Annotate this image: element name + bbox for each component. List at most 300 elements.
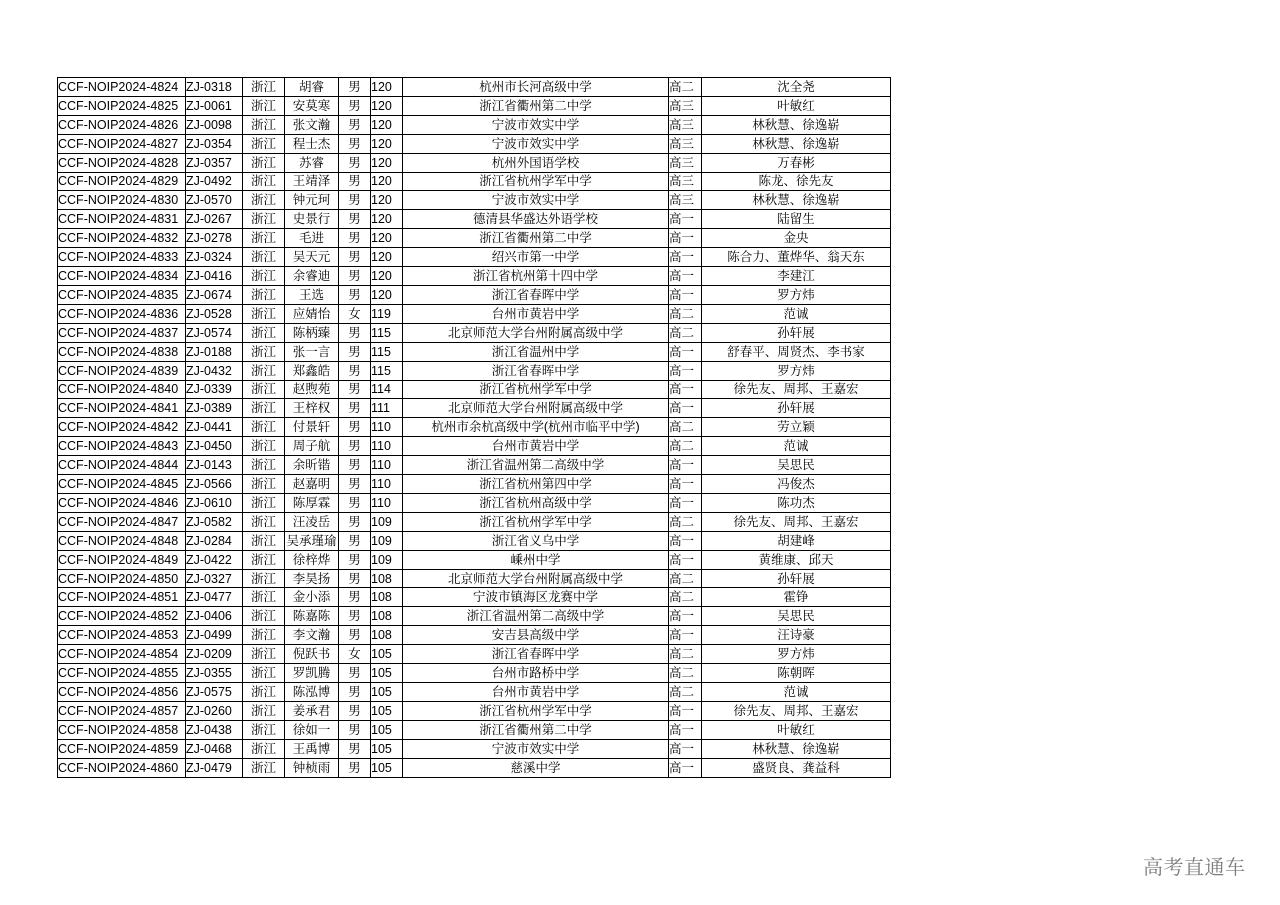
cell-gender: 男 <box>339 399 371 418</box>
cell-school: 浙江省春晖中学 <box>403 645 669 664</box>
cell-grade: 高一 <box>669 626 702 645</box>
cell-school: 安吉县高级中学 <box>403 626 669 645</box>
cell-exam-code: ZJ-0098 <box>186 115 243 134</box>
cell-exam-code: ZJ-0479 <box>186 758 243 777</box>
table-row <box>58 361 891 380</box>
table-row <box>58 115 891 134</box>
cell-score: 108 <box>371 588 403 607</box>
cell-gender: 男 <box>339 437 371 456</box>
cell-school: 浙江省温州第二高级中学 <box>403 456 669 475</box>
cell-gender: 男 <box>339 664 371 683</box>
cell-school: 杭州外国语学校 <box>403 153 669 172</box>
table-row <box>58 437 891 456</box>
cell-score: 120 <box>371 115 403 134</box>
cell-name: 余睿迪 <box>285 267 339 286</box>
cell-province: 浙江 <box>243 531 285 550</box>
table-row <box>58 475 891 494</box>
cell-school: 杭州市长河高级中学 <box>403 78 669 97</box>
cell-school: 台州市黄岩中学 <box>403 437 669 456</box>
cell-province: 浙江 <box>243 267 285 286</box>
cell-name: 张文瀚 <box>285 115 339 134</box>
cell-school: 嵊州中学 <box>403 550 669 569</box>
cell-contestant-id: CCF-NOIP2024-4856 <box>58 683 186 702</box>
cell-gender: 男 <box>339 418 371 437</box>
cell-school: 北京师范大学台州附属高级中学 <box>403 399 669 418</box>
cell-school: 宁波市效实中学 <box>403 739 669 758</box>
cell-name: 付景轩 <box>285 418 339 437</box>
cell-exam-code: ZJ-0492 <box>186 172 243 191</box>
cell-grade: 高二 <box>669 78 702 97</box>
table-body <box>58 78 891 778</box>
cell-exam-code: ZJ-0570 <box>186 191 243 210</box>
cell-coach: 林秋慧、徐逸崭 <box>702 134 891 153</box>
table-row <box>58 267 891 286</box>
cell-gender: 男 <box>339 191 371 210</box>
table-row <box>58 229 891 248</box>
cell-gender: 男 <box>339 172 371 191</box>
cell-grade: 高一 <box>669 399 702 418</box>
table-row <box>58 304 891 323</box>
cell-exam-code: ZJ-0432 <box>186 361 243 380</box>
cell-grade: 高三 <box>669 191 702 210</box>
cell-school: 台州市路桥中学 <box>403 664 669 683</box>
cell-name: 王禹博 <box>285 739 339 758</box>
cell-grade: 高三 <box>669 115 702 134</box>
cell-contestant-id: CCF-NOIP2024-4835 <box>58 285 186 304</box>
cell-exam-code: ZJ-0318 <box>186 78 243 97</box>
table-row <box>58 380 891 399</box>
cell-name: 李文瀚 <box>285 626 339 645</box>
cell-gender: 男 <box>339 531 371 550</box>
cell-coach: 叶敏红 <box>702 720 891 739</box>
cell-coach: 黄维康、邱天 <box>702 550 891 569</box>
cell-exam-code: ZJ-0575 <box>186 683 243 702</box>
cell-province: 浙江 <box>243 739 285 758</box>
cell-province: 浙江 <box>243 285 285 304</box>
cell-contestant-id: CCF-NOIP2024-4828 <box>58 153 186 172</box>
cell-province: 浙江 <box>243 342 285 361</box>
cell-contestant-id: CCF-NOIP2024-4833 <box>58 248 186 267</box>
cell-score: 114 <box>371 380 403 399</box>
cell-score: 115 <box>371 342 403 361</box>
cell-grade: 高一 <box>669 380 702 399</box>
cell-contestant-id: CCF-NOIP2024-4850 <box>58 569 186 588</box>
cell-score: 120 <box>371 210 403 229</box>
cell-gender: 男 <box>339 380 371 399</box>
cell-school: 宁波市效实中学 <box>403 134 669 153</box>
cell-coach: 徐先友、周邦、王嘉宏 <box>702 512 891 531</box>
cell-score: 110 <box>371 493 403 512</box>
cell-school: 北京师范大学台州附属高级中学 <box>403 323 669 342</box>
cell-province: 浙江 <box>243 588 285 607</box>
table-row <box>58 96 891 115</box>
cell-contestant-id: CCF-NOIP2024-4832 <box>58 229 186 248</box>
cell-score: 110 <box>371 418 403 437</box>
cell-grade: 高一 <box>669 361 702 380</box>
table-row <box>58 248 891 267</box>
cell-school: 浙江省衢州第二中学 <box>403 229 669 248</box>
cell-name: 汪凌岳 <box>285 512 339 531</box>
cell-contestant-id: CCF-NOIP2024-4853 <box>58 626 186 645</box>
cell-contestant-id: CCF-NOIP2024-4834 <box>58 267 186 286</box>
cell-coach: 陆留生 <box>702 210 891 229</box>
cell-grade: 高一 <box>669 210 702 229</box>
table-row <box>58 569 891 588</box>
cell-contestant-id: CCF-NOIP2024-4825 <box>58 96 186 115</box>
cell-exam-code: ZJ-0188 <box>186 342 243 361</box>
cell-gender: 女 <box>339 645 371 664</box>
cell-province: 浙江 <box>243 720 285 739</box>
cell-grade: 高一 <box>669 248 702 267</box>
cell-school: 绍兴市第一中学 <box>403 248 669 267</box>
cell-gender: 男 <box>339 607 371 626</box>
cell-gender: 男 <box>339 229 371 248</box>
cell-coach: 陈功杰 <box>702 493 891 512</box>
cell-gender: 男 <box>339 210 371 229</box>
cell-score: 110 <box>371 456 403 475</box>
cell-coach: 林秋慧、徐逸崭 <box>702 191 891 210</box>
cell-grade: 高三 <box>669 153 702 172</box>
cell-gender: 男 <box>339 588 371 607</box>
cell-score: 119 <box>371 304 403 323</box>
cell-province: 浙江 <box>243 493 285 512</box>
cell-exam-code: ZJ-0450 <box>186 437 243 456</box>
cell-exam-code: ZJ-0416 <box>186 267 243 286</box>
table-row <box>58 739 891 758</box>
cell-score: 115 <box>371 361 403 380</box>
cell-coach: 孙轩展 <box>702 323 891 342</box>
cell-gender: 男 <box>339 134 371 153</box>
cell-gender: 男 <box>339 78 371 97</box>
cell-coach: 舒春平、周贤杰、李书家 <box>702 342 891 361</box>
cell-contestant-id: CCF-NOIP2024-4824 <box>58 78 186 97</box>
cell-school: 浙江省杭州高级中学 <box>403 493 669 512</box>
cell-school: 浙江省衢州第二中学 <box>403 96 669 115</box>
results-sheet <box>57 77 890 778</box>
cell-grade: 高一 <box>669 475 702 494</box>
cell-grade: 高二 <box>669 437 702 456</box>
cell-school: 浙江省温州第二高级中学 <box>403 607 669 626</box>
table-row <box>58 153 891 172</box>
cell-score: 110 <box>371 475 403 494</box>
cell-grade: 高一 <box>669 285 702 304</box>
cell-contestant-id: CCF-NOIP2024-4845 <box>58 475 186 494</box>
cell-coach: 盛贤良、龚益科 <box>702 758 891 777</box>
cell-coach: 孙轩展 <box>702 399 891 418</box>
cell-coach: 陈朝晖 <box>702 664 891 683</box>
cell-exam-code: ZJ-0284 <box>186 531 243 550</box>
cell-contestant-id: CCF-NOIP2024-4840 <box>58 380 186 399</box>
cell-exam-code: ZJ-0354 <box>186 134 243 153</box>
cell-name: 陈泓博 <box>285 683 339 702</box>
cell-coach: 陈合力、董烨华、翁天东 <box>702 248 891 267</box>
table-row <box>58 683 891 702</box>
cell-coach: 吴思民 <box>702 607 891 626</box>
cell-school: 北京师范大学台州附属高级中学 <box>403 569 669 588</box>
cell-score: 115 <box>371 323 403 342</box>
cell-school: 浙江省杭州第四中学 <box>403 475 669 494</box>
cell-score: 120 <box>371 267 403 286</box>
cell-grade: 高二 <box>669 664 702 683</box>
cell-province: 浙江 <box>243 475 285 494</box>
cell-name: 徐如一 <box>285 720 339 739</box>
cell-exam-code: ZJ-0267 <box>186 210 243 229</box>
cell-exam-code: ZJ-0422 <box>186 550 243 569</box>
cell-coach: 汪诗豪 <box>702 626 891 645</box>
cell-score: 108 <box>371 569 403 588</box>
cell-exam-code: ZJ-0357 <box>186 153 243 172</box>
cell-exam-code: ZJ-0324 <box>186 248 243 267</box>
cell-name: 李昊扬 <box>285 569 339 588</box>
cell-province: 浙江 <box>243 210 285 229</box>
cell-contestant-id: CCF-NOIP2024-4846 <box>58 493 186 512</box>
cell-score: 110 <box>371 437 403 456</box>
cell-contestant-id: CCF-NOIP2024-4849 <box>58 550 186 569</box>
cell-contestant-id: CCF-NOIP2024-4838 <box>58 342 186 361</box>
cell-name: 吴天元 <box>285 248 339 267</box>
cell-score: 120 <box>371 248 403 267</box>
cell-gender: 男 <box>339 267 371 286</box>
cell-name: 胡睿 <box>285 78 339 97</box>
cell-grade: 高一 <box>669 267 702 286</box>
cell-score: 105 <box>371 664 403 683</box>
cell-province: 浙江 <box>243 229 285 248</box>
cell-score: 120 <box>371 96 403 115</box>
cell-name: 金小添 <box>285 588 339 607</box>
cell-coach: 吴思民 <box>702 456 891 475</box>
cell-contestant-id: CCF-NOIP2024-4852 <box>58 607 186 626</box>
cell-coach: 陈龙、徐先友 <box>702 172 891 191</box>
table-row <box>58 645 891 664</box>
cell-province: 浙江 <box>243 191 285 210</box>
cell-province: 浙江 <box>243 758 285 777</box>
watermark-text: 高考直通车 <box>1143 855 1246 879</box>
cell-name: 赵嘉明 <box>285 475 339 494</box>
cell-school: 浙江省杭州学军中学 <box>403 701 669 720</box>
cell-exam-code: ZJ-0499 <box>186 626 243 645</box>
cell-score: 120 <box>371 134 403 153</box>
cell-gender: 男 <box>339 758 371 777</box>
cell-score: 109 <box>371 550 403 569</box>
table-row <box>58 626 891 645</box>
cell-name: 应婧怡 <box>285 304 339 323</box>
cell-province: 浙江 <box>243 701 285 720</box>
cell-school: 宁波市效实中学 <box>403 191 669 210</box>
cell-exam-code: ZJ-0566 <box>186 475 243 494</box>
cell-contestant-id: CCF-NOIP2024-4830 <box>58 191 186 210</box>
cell-score: 120 <box>371 285 403 304</box>
cell-exam-code: ZJ-0327 <box>186 569 243 588</box>
cell-exam-code: ZJ-0441 <box>186 418 243 437</box>
cell-exam-code: ZJ-0438 <box>186 720 243 739</box>
cell-score: 120 <box>371 229 403 248</box>
cell-province: 浙江 <box>243 153 285 172</box>
results-table <box>57 77 891 778</box>
cell-name: 陈厚霖 <box>285 493 339 512</box>
cell-name: 史景行 <box>285 210 339 229</box>
cell-exam-code: ZJ-0355 <box>186 664 243 683</box>
cell-grade: 高二 <box>669 683 702 702</box>
cell-coach: 林秋慧、徐逸崭 <box>702 739 891 758</box>
cell-province: 浙江 <box>243 664 285 683</box>
cell-score: 105 <box>371 683 403 702</box>
cell-name: 余昕锴 <box>285 456 339 475</box>
cell-gender: 男 <box>339 720 371 739</box>
cell-school: 德清县华盛达外语学校 <box>403 210 669 229</box>
cell-contestant-id: CCF-NOIP2024-4842 <box>58 418 186 437</box>
cell-contestant-id: CCF-NOIP2024-4831 <box>58 210 186 229</box>
cell-gender: 男 <box>339 493 371 512</box>
cell-contestant-id: CCF-NOIP2024-4851 <box>58 588 186 607</box>
table-row <box>58 588 891 607</box>
cell-grade: 高一 <box>669 701 702 720</box>
cell-province: 浙江 <box>243 550 285 569</box>
cell-school: 宁波市效实中学 <box>403 115 669 134</box>
cell-coach: 霍铮 <box>702 588 891 607</box>
table-row <box>58 664 891 683</box>
cell-name: 程士杰 <box>285 134 339 153</box>
cell-score: 108 <box>371 626 403 645</box>
cell-province: 浙江 <box>243 380 285 399</box>
cell-school: 浙江省杭州学军中学 <box>403 512 669 531</box>
cell-score: 105 <box>371 758 403 777</box>
cell-grade: 高二 <box>669 569 702 588</box>
cell-contestant-id: CCF-NOIP2024-4844 <box>58 456 186 475</box>
cell-score: 111 <box>371 399 403 418</box>
cell-contestant-id: CCF-NOIP2024-4836 <box>58 304 186 323</box>
cell-school: 浙江省杭州学军中学 <box>403 380 669 399</box>
cell-name: 安莫寒 <box>285 96 339 115</box>
cell-name: 罗凯腾 <box>285 664 339 683</box>
cell-school: 浙江省义乌中学 <box>403 531 669 550</box>
cell-province: 浙江 <box>243 115 285 134</box>
cell-contestant-id: CCF-NOIP2024-4855 <box>58 664 186 683</box>
table-row <box>58 720 891 739</box>
cell-coach: 李建江 <box>702 267 891 286</box>
cell-grade: 高一 <box>669 342 702 361</box>
cell-contestant-id: CCF-NOIP2024-4848 <box>58 531 186 550</box>
cell-exam-code: ZJ-0260 <box>186 701 243 720</box>
cell-grade: 高三 <box>669 96 702 115</box>
cell-province: 浙江 <box>243 569 285 588</box>
cell-grade: 高二 <box>669 304 702 323</box>
cell-score: 120 <box>371 191 403 210</box>
cell-grade: 高一 <box>669 607 702 626</box>
cell-province: 浙江 <box>243 683 285 702</box>
cell-grade: 高二 <box>669 323 702 342</box>
cell-contestant-id: CCF-NOIP2024-4858 <box>58 720 186 739</box>
cell-coach: 罗方炜 <box>702 285 891 304</box>
cell-province: 浙江 <box>243 399 285 418</box>
cell-province: 浙江 <box>243 418 285 437</box>
table-row <box>58 607 891 626</box>
cell-school: 浙江省温州中学 <box>403 342 669 361</box>
cell-exam-code: ZJ-0468 <box>186 739 243 758</box>
cell-name: 钟桢雨 <box>285 758 339 777</box>
cell-name: 陈柄臻 <box>285 323 339 342</box>
cell-contestant-id: CCF-NOIP2024-4859 <box>58 739 186 758</box>
table-row <box>58 418 891 437</box>
cell-school: 台州市黄岩中学 <box>403 304 669 323</box>
cell-name: 姜承君 <box>285 701 339 720</box>
cell-province: 浙江 <box>243 437 285 456</box>
cell-gender: 男 <box>339 96 371 115</box>
cell-exam-code: ZJ-0582 <box>186 512 243 531</box>
cell-exam-code: ZJ-0610 <box>186 493 243 512</box>
cell-gender: 男 <box>339 285 371 304</box>
cell-name: 张一言 <box>285 342 339 361</box>
cell-gender: 男 <box>339 475 371 494</box>
cell-gender: 男 <box>339 456 371 475</box>
cell-name: 吴承瑾瑜 <box>285 531 339 550</box>
cell-school: 浙江省春晖中学 <box>403 285 669 304</box>
table-row <box>58 210 891 229</box>
cell-name: 苏睿 <box>285 153 339 172</box>
cell-score: 120 <box>371 153 403 172</box>
cell-grade: 高一 <box>669 739 702 758</box>
cell-name: 王选 <box>285 285 339 304</box>
cell-coach: 徐先友、周邦、王嘉宏 <box>702 701 891 720</box>
cell-exam-code: ZJ-0528 <box>186 304 243 323</box>
cell-province: 浙江 <box>243 96 285 115</box>
cell-gender: 男 <box>339 550 371 569</box>
cell-gender: 男 <box>339 115 371 134</box>
cell-contestant-id: CCF-NOIP2024-4837 <box>58 323 186 342</box>
cell-exam-code: ZJ-0389 <box>186 399 243 418</box>
cell-name: 周子航 <box>285 437 339 456</box>
cell-coach: 范诚 <box>702 304 891 323</box>
cell-exam-code: ZJ-0674 <box>186 285 243 304</box>
cell-contestant-id: CCF-NOIP2024-4847 <box>58 512 186 531</box>
cell-score: 105 <box>371 720 403 739</box>
cell-name: 王靖泽 <box>285 172 339 191</box>
cell-school: 宁波市镇海区龙赛中学 <box>403 588 669 607</box>
cell-coach: 万春彬 <box>702 153 891 172</box>
table-row <box>58 493 891 512</box>
table-row <box>58 323 891 342</box>
cell-contestant-id: CCF-NOIP2024-4854 <box>58 645 186 664</box>
cell-contestant-id: CCF-NOIP2024-4827 <box>58 134 186 153</box>
cell-grade: 高一 <box>669 229 702 248</box>
cell-score: 105 <box>371 701 403 720</box>
cell-score: 109 <box>371 512 403 531</box>
cell-contestant-id: CCF-NOIP2024-4839 <box>58 361 186 380</box>
table-row <box>58 701 891 720</box>
cell-grade: 高三 <box>669 134 702 153</box>
table-row <box>58 758 891 777</box>
cell-school: 浙江省杭州第十四中学 <box>403 267 669 286</box>
cell-gender: 男 <box>339 739 371 758</box>
cell-exam-code: ZJ-0339 <box>186 380 243 399</box>
table-row <box>58 512 891 531</box>
cell-score: 105 <box>371 739 403 758</box>
cell-school: 浙江省杭州学军中学 <box>403 172 669 191</box>
cell-gender: 男 <box>339 683 371 702</box>
cell-exam-code: ZJ-0061 <box>186 96 243 115</box>
cell-province: 浙江 <box>243 626 285 645</box>
cell-province: 浙江 <box>243 645 285 664</box>
cell-gender: 女 <box>339 304 371 323</box>
table-row <box>58 550 891 569</box>
cell-score: 108 <box>371 607 403 626</box>
cell-gender: 男 <box>339 342 371 361</box>
table-row <box>58 456 891 475</box>
cell-contestant-id: CCF-NOIP2024-4843 <box>58 437 186 456</box>
cell-name: 倪跃书 <box>285 645 339 664</box>
cell-coach: 罗方炜 <box>702 645 891 664</box>
cell-name: 郑鑫皓 <box>285 361 339 380</box>
cell-province: 浙江 <box>243 512 285 531</box>
